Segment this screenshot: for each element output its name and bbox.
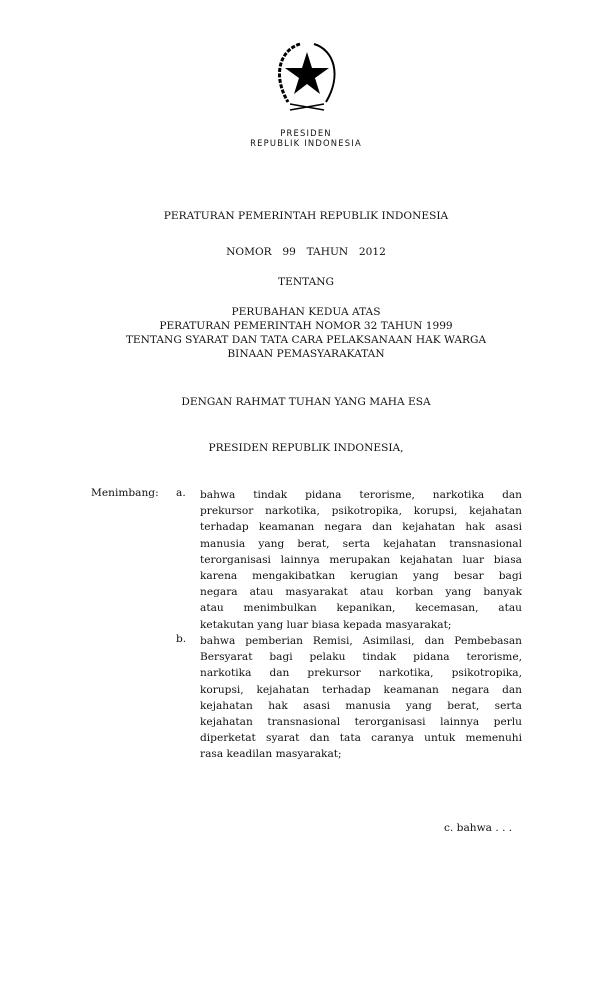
considering-item-a [200,487,522,633]
considering-item-b [200,633,522,763]
regulation-title: PERATURAN PEMERINTAH REPUBLIK INDONESIA [163,210,449,222]
subject-line: BINAAN PEMASYARAKATAN [227,348,385,360]
about-heading: TENTANG [278,276,334,288]
item-line: atau menimbulkan kepanikan, kecemasan, atau [200,602,522,615]
subject-line: TENTANG SYARAT DAN TATA CARA PELAKSANAAN HAK WARGA [125,334,487,346]
subject-line: PERATURAN PEMERINTAH NOMOR 32 TAHUN 1999 [159,320,453,332]
item-line: terorganisasi lainnya merupakan kejahatan luar biasa [200,553,522,566]
item-line: kejahatan transnasional terorganisasi lainnya perlu [200,715,522,728]
item-marker: b. [176,633,187,645]
header-line-1: PRESIDEN [280,128,332,138]
item-line: prekursor narkotika, psikotropika, korupsi, kejahatan [200,505,522,518]
item-line: Bersyarat bagi pelaku tindak pidana terorisme, [200,651,522,664]
item-line: terhadap keamanan negara dan kejahatan hak asasi [200,521,522,534]
item-marker: a. [176,487,186,499]
considering-label: Menimbang: [91,487,159,499]
item-line: kejahatan hak asasi manusia yang berat, serta [200,699,522,712]
item-line: bahwa pemberian Remisi, Asimilasi, dan Pembebasan [200,635,522,647]
item-line: bahwa tindak pidana terorisme, narkotika dan [200,489,522,501]
regulation-number: NOMOR 99 TAHUN 2012 [226,246,386,258]
item-line: korupsi, kejahatan terhadap keamanan negara dan [200,683,522,696]
president-line: PRESIDEN REPUBLIK INDONESIA, [208,442,404,454]
item-line: manusia yang berat, serta kejahatan transnasional [200,537,522,550]
item-line: negara atau masyarakat atau korban yang banyak [200,586,522,599]
blessing-line: DENGAN RAHMAT TUHAN YANG MAHA ESA [181,396,431,408]
item-line: rasa keadilan masyarakat; [200,748,342,761]
item-line: narkotika dan prekursor narkotika, psikotropika, [200,667,522,680]
item-line: diperketat syarat dan tata caranya untuk memenuhi [200,732,522,745]
garuda-emblem-logo [270,40,344,112]
item-line: karena mengakibatkan kerugian yang besar bagi [200,569,522,582]
item-line: ketakutan yang luar biasa kepada masyarakat; [200,618,452,631]
subject-line: PERUBAHAN KEDUA ATAS [231,306,381,318]
continuation-text: c. bahwa . . . [444,822,513,834]
header-line-2: REPUBLIK INDONESIA [250,138,362,148]
